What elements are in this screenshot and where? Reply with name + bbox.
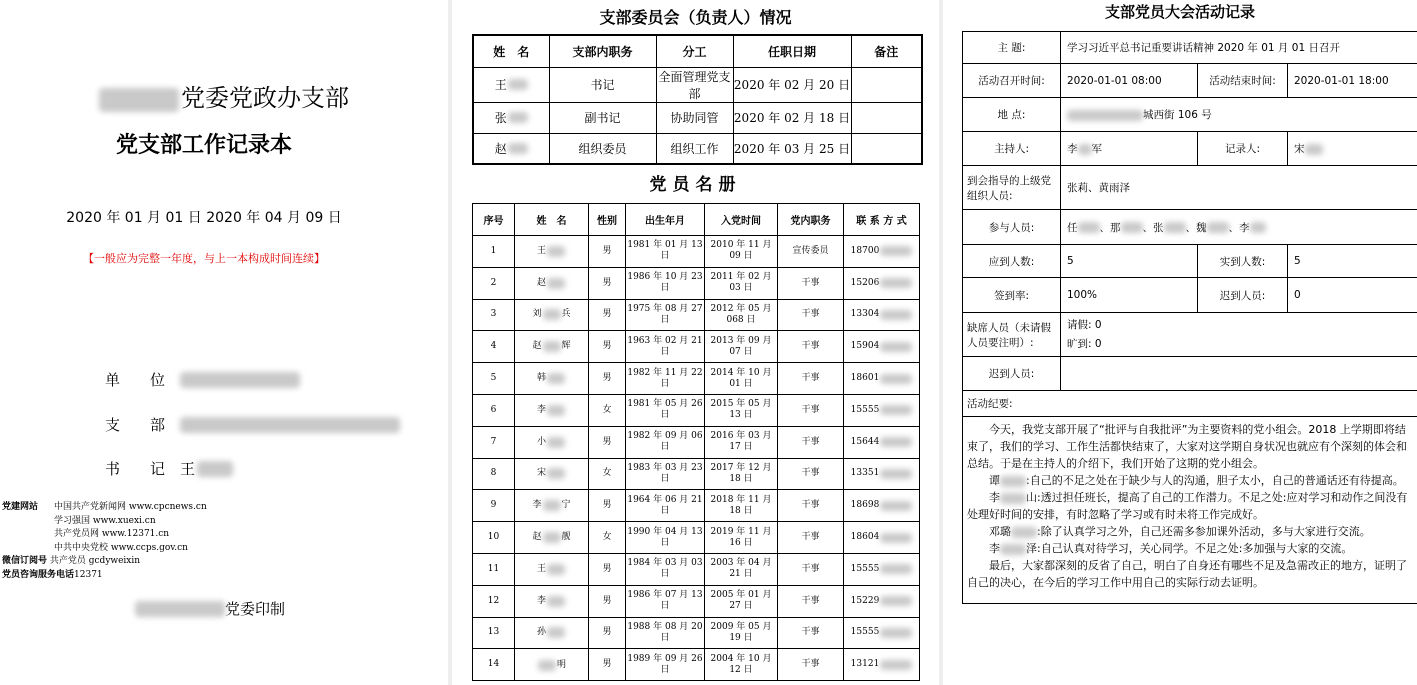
- roster-title: 党员名册: [649, 175, 742, 195]
- attendee-name: 、魏: [1185, 221, 1207, 234]
- table-header-row: [473, 35, 922, 67]
- cell-join: 2009 年 05 月 19 日: [705, 617, 778, 649]
- cell-duty: 组织工作: [656, 133, 733, 164]
- phone-number: 18604: [851, 532, 913, 543]
- member-name: 明: [537, 660, 566, 671]
- cell-birth: 1990 年 04 月 13 日: [626, 522, 705, 554]
- meeting-notes: [963, 417, 1417, 604]
- cell-no: 10: [473, 522, 515, 554]
- redacted-text: [180, 417, 400, 433]
- redacted-text: [880, 660, 912, 670]
- phone-number: 13304: [851, 309, 913, 320]
- cell-join: 2003 年 04 月 21 日: [705, 553, 778, 585]
- cell-no: 12: [473, 585, 515, 617]
- phone-number: 15555: [851, 627, 913, 638]
- redacted-text: [543, 500, 561, 511]
- table-row: [473, 617, 920, 649]
- cell-note: [851, 67, 922, 102]
- cell-no: 4: [473, 331, 515, 363]
- cell-post: 干事: [778, 426, 844, 458]
- cell-date: 2020 年 02 月 18 日: [733, 102, 851, 133]
- cover-organization: 党委党政办支部: [0, 78, 448, 113]
- phone-number: 15206: [851, 278, 913, 289]
- cell-gender: 男: [589, 585, 626, 617]
- cell-post: 宣传委员: [778, 236, 844, 268]
- attendee-name: 、那: [1099, 221, 1121, 234]
- redacted-text: [880, 533, 912, 543]
- redacted-text: [547, 627, 565, 638]
- member-name: 赵 靓: [532, 532, 571, 543]
- cell-date: 2020 年 02 月 20 日: [733, 67, 851, 102]
- record-row-notes-label: 活动纪要:: [963, 391, 1417, 417]
- table-row: [473, 585, 920, 617]
- cell-no: 3: [473, 299, 515, 331]
- redacted-text: [1305, 144, 1323, 155]
- member-name: 赵: [495, 140, 528, 157]
- table-row: [473, 426, 920, 458]
- notes-paragraph: 李 山:透过担任班长，提高了自己的工作潜力。不足之处:应对学习和动作之间没有处理好时间的安排，有时忽略了学习或有时未将工作完成好。: [967, 491, 1408, 521]
- cell-gender: 男: [589, 426, 626, 458]
- cell-birth: 1984 年 03 月 03 日: [626, 553, 705, 585]
- column-header: 党内职务: [778, 204, 844, 236]
- cell-no: 8: [473, 458, 515, 490]
- column-header: 任职日期: [733, 35, 851, 67]
- table-header-row: [473, 204, 920, 236]
- redacted-text: [1000, 476, 1026, 487]
- cell-join: 2017 年 12 月 18 日: [705, 458, 778, 490]
- redacted-text: [1121, 222, 1143, 233]
- notes-paragraph: 谭 :自己的不足之处在于缺少与人的沟通，胆子太小，自己的普通话还有待提高。: [989, 474, 1404, 487]
- cell-role: 书记: [549, 67, 656, 102]
- redacted-text: [880, 501, 912, 511]
- cell-join: 2019 年 11 月 16 日: [705, 522, 778, 554]
- table-row: [473, 267, 920, 299]
- phone-number: 15555: [851, 405, 913, 416]
- table-row: [473, 331, 920, 363]
- record-title: 支部党员大会活动记录: [1104, 3, 1255, 21]
- cell-birth: 1982 年 09 月 06 日: [626, 426, 705, 458]
- cell-no: 1: [473, 236, 515, 268]
- cover-field-secretary: 书 记 王: [105, 458, 233, 479]
- member-name: 赵 辉: [532, 341, 571, 352]
- redacted-text: [547, 437, 565, 448]
- record-table: [962, 31, 1417, 604]
- cover-period: 2020 年 01 月 01 日 2020 年 04 月 09 日: [66, 210, 342, 226]
- redacted-text: [135, 601, 225, 617]
- cell-birth: 1983 年 03 月 23 日: [626, 458, 705, 490]
- cell-gender: 男: [589, 236, 626, 268]
- cell-gender: 男: [589, 331, 626, 363]
- redacted-text: [547, 246, 565, 257]
- notes-paragraph: 今天，我党支部开展了“批评与自我批评”为主要资料的党小组会。2018 上学期即将结束了，我们的学习、工作生活都快结束了，大家对这学期自身状况也就应有个深刻的体会和总结。于是在主持人的介绍下，我们开始了这期的党小组会。: [967, 423, 1407, 470]
- member-name: 宋: [537, 468, 566, 479]
- record-row-late: 迟到人员:: [963, 357, 1417, 391]
- redacted-text: [880, 437, 912, 447]
- redacted-text: [880, 405, 912, 415]
- redacted-text: [1250, 222, 1266, 233]
- redacted-text: [547, 405, 565, 416]
- cell-no: 6: [473, 394, 515, 426]
- meeting-record-page: [943, 0, 1417, 685]
- redacted-text: [543, 341, 561, 352]
- record-row-count: 应到人数: 5 实到人数: 5: [963, 245, 1417, 278]
- cell-no: 2: [473, 267, 515, 299]
- cell-duty: 协助同管: [656, 102, 733, 133]
- cell-gender: 男: [589, 617, 626, 649]
- record-row-notes: [963, 417, 1417, 604]
- cell-role: 组织委员: [549, 133, 656, 164]
- member-name: 刘 兵: [532, 309, 571, 320]
- cell-no: 5: [473, 363, 515, 395]
- member-name: 小: [537, 437, 566, 448]
- cell-post: 干事: [778, 585, 844, 617]
- cell-post: 干事: [778, 617, 844, 649]
- redacted-text: [1078, 222, 1100, 233]
- cell-no: 14: [473, 649, 515, 681]
- column-header: 姓 名: [515, 204, 589, 236]
- member-name: 赵: [537, 278, 566, 289]
- cell-post: 干事: [778, 522, 844, 554]
- cell-post: 干事: [778, 394, 844, 426]
- cell-role: 副书记: [549, 102, 656, 133]
- record-row-rate: 签到率: 100% 迟到人员: 0: [963, 278, 1417, 313]
- redacted-text: [880, 278, 912, 288]
- cell-birth: 1981 年 05 月 26 日: [626, 394, 705, 426]
- redacted-text: [1067, 110, 1143, 121]
- cell-join: 2011 年 02 月 03 日: [705, 267, 778, 299]
- cell-join: 2012 年 05 月 068 日: [705, 299, 778, 331]
- cover-title: 党支部工作记录本: [115, 132, 292, 158]
- cell-join: 2013 年 09 月 07 日: [705, 331, 778, 363]
- phone-number: 15229: [851, 596, 913, 607]
- cell-post: 干事: [778, 458, 844, 490]
- redacted-text: [547, 468, 565, 479]
- cell-duty: 全面管理党支部: [656, 67, 733, 102]
- redacted-text: [880, 342, 912, 352]
- cell-birth: 1988 年 08 月 20 日: [626, 617, 705, 649]
- record-row-attendees: 参与人员: 任 、那 、张 、魏 、李: [963, 210, 1417, 245]
- redacted-text: [508, 79, 528, 90]
- table-row: [473, 67, 922, 102]
- redacted-text: [880, 374, 912, 384]
- redacted-text: [543, 309, 561, 320]
- member-name: 王: [537, 246, 566, 257]
- phone-number: 18700: [851, 246, 913, 257]
- record-row-place: 地 点: 城西街 106 号: [963, 98, 1417, 132]
- cell-gender: 女: [589, 522, 626, 554]
- redacted-text: [880, 469, 912, 479]
- table-row: [473, 299, 920, 331]
- phone-number: 15555: [851, 564, 913, 575]
- cell-note: [851, 102, 922, 133]
- phone-number: 15644: [851, 437, 913, 448]
- cell-birth: 1975 年 08 月 27 日: [626, 299, 705, 331]
- phone-number: 18601: [851, 373, 913, 384]
- redacted-text: [547, 278, 565, 289]
- cover-note: 【一般应为完整一年度，与上一本构成时间连续】: [83, 252, 325, 265]
- redacted-text: [880, 564, 912, 574]
- table-row: [473, 133, 922, 164]
- cell-birth: 1989 年 09 月 26 日: [626, 649, 705, 681]
- attendee-name: 、张: [1142, 221, 1164, 234]
- column-header: 分工: [656, 35, 733, 67]
- cover-page: [0, 0, 448, 685]
- phone-number: 15904: [851, 341, 913, 352]
- cell-gender: 女: [589, 394, 626, 426]
- redacted-text: [880, 628, 912, 638]
- cell-gender: 男: [589, 649, 626, 681]
- phone-number: 18698: [851, 500, 913, 511]
- cell-gender: 男: [589, 553, 626, 585]
- member-name: 王: [495, 76, 528, 93]
- cell-post: 干事: [778, 267, 844, 299]
- record-row-absent: 缺席人员（未请假人员要注明）: 请假: 0 旷到: 0: [963, 313, 1417, 357]
- cell-post: 干事: [778, 363, 844, 395]
- column-header: 支部内职务: [549, 35, 656, 67]
- committee-table: [472, 34, 923, 165]
- phone-number: 13351: [851, 468, 913, 479]
- table-row: [473, 236, 920, 268]
- table-row: [473, 363, 920, 395]
- cell-gender: 男: [589, 267, 626, 299]
- cell-join: 2010 年 11 月 09 日: [705, 236, 778, 268]
- cover-printer: 党委印制: [0, 598, 420, 619]
- redacted-text: [1207, 222, 1229, 233]
- redacted-text: [880, 310, 912, 320]
- cover-field-unit: 单 位: [105, 369, 300, 390]
- column-header: 备注: [851, 35, 922, 67]
- cell-no: 7: [473, 426, 515, 458]
- attendee-name: 任: [1067, 221, 1078, 234]
- column-header: 姓 名: [473, 35, 549, 67]
- cell-post: 干事: [778, 553, 844, 585]
- table-row: [473, 553, 920, 585]
- redacted-text: [880, 246, 912, 256]
- cell-gender: 女: [589, 458, 626, 490]
- column-header: 序号: [473, 204, 515, 236]
- roster-table: [472, 203, 920, 681]
- redacted-text: [1164, 222, 1186, 233]
- cell-join: 2004 年 10 月 12 日: [705, 649, 778, 681]
- cell-birth: 1982 年 11 月 22 日: [626, 363, 705, 395]
- table-row: [473, 490, 920, 522]
- cell-join: 2015 年 05 月 13 日: [705, 394, 778, 426]
- cell-gender: 男: [589, 490, 626, 522]
- table-row: [473, 394, 920, 426]
- redacted-text: [99, 88, 179, 112]
- cell-birth: 1963 年 02 月 21 日: [626, 331, 705, 363]
- redacted-text: [547, 596, 565, 607]
- redacted-text: [1011, 527, 1037, 538]
- cell-post: 干事: [778, 490, 844, 522]
- cell-no: 9: [473, 490, 515, 522]
- column-header: 入党时间: [705, 204, 778, 236]
- cover-field-branch: 支 部: [105, 414, 400, 435]
- table-row: [473, 102, 922, 133]
- member-name: 王: [537, 564, 566, 575]
- notes-paragraph: 邓璐 :除了认真学习之外，自己还需多参加课外活动，多与大家进行交流。: [989, 525, 1371, 538]
- redacted-text: [538, 660, 556, 671]
- cell-birth: 1981 年 01 月 13 日: [626, 236, 705, 268]
- table-row: [473, 649, 920, 681]
- column-header: 联 系 方 式: [844, 204, 920, 236]
- cell-birth: 1986 年 10 月 23 日: [626, 267, 705, 299]
- redacted-text: [547, 373, 565, 384]
- member-name: 李: [537, 596, 566, 607]
- redacted-text: [180, 372, 300, 388]
- committee-title: 支部委员会（负责人）情况: [599, 8, 792, 27]
- cell-gender: 男: [589, 299, 626, 331]
- cell-no: 11: [473, 553, 515, 585]
- cell-no: 13: [473, 617, 515, 649]
- redacted-text: [197, 461, 233, 477]
- member-name: 张: [495, 109, 528, 126]
- cell-gender: 男: [589, 363, 626, 395]
- column-header: 性别: [589, 204, 626, 236]
- cell-post: 干事: [778, 299, 844, 331]
- member-name: 李 宁: [532, 500, 571, 511]
- cell-post: 干事: [778, 649, 844, 681]
- redacted-text: [543, 532, 561, 543]
- redacted-text: [508, 112, 528, 123]
- cover-links: 党建网站 中国共产党新闻网 www.cpcnews.cn 学习强国 www.xuexi.cn 共产党员网 www.12371.cn 中共中央党校 www.ccps.gov.cn 微信订阅号 共产党员 gcdyweixin 党员咨询服务电话 12371: [2, 502, 207, 580]
- redacted-text: [1078, 144, 1092, 155]
- committee-roster-page: [452, 0, 939, 685]
- member-name: 孙: [537, 627, 566, 638]
- table-row: [473, 522, 920, 554]
- record-row-time: 活动召开时间: 2020-01-01 08:00 活动结束时间: 2020-01-01 18:00: [963, 64, 1417, 98]
- cell-note: [851, 133, 922, 164]
- member-name: 李: [537, 405, 566, 416]
- cell-birth: 1986 年 07 月 13 日: [626, 585, 705, 617]
- redacted-text: [1000, 493, 1026, 504]
- cell-post: 干事: [778, 331, 844, 363]
- member-name: 韩: [537, 373, 566, 384]
- cell-join: 2014 年 10 月 01 日: [705, 363, 778, 395]
- redacted-text: [547, 564, 565, 575]
- attendee-name: 、李: [1228, 221, 1250, 234]
- record-row-host: 主持人: 李 军 记录人: 宋: [963, 132, 1417, 166]
- redacted-text: [880, 596, 912, 606]
- notes-paragraph: 最后，大家都深刻的反省了自己，明白了自身还有哪些不足及急需改正的地方，证明了自己的决心，在今后的学习工作中用自己的实际行动去证明。: [967, 559, 1407, 589]
- cell-date: 2020 年 03 月 25 日: [733, 133, 851, 164]
- record-row-guide: 到会指导的上级党组织人员: 张莉、黄雨泽: [963, 166, 1417, 210]
- redacted-text: [1000, 544, 1026, 555]
- notes-paragraph: 李 泽:自己认真对待学习，关心同学。不足之处:多加强与大家的交流。: [989, 542, 1353, 555]
- cell-birth: 1964 年 06 月 21 日: [626, 490, 705, 522]
- table-row: [473, 458, 920, 490]
- phone-number: 13121: [851, 659, 913, 670]
- redacted-text: [508, 143, 528, 154]
- cell-join: 2018 年 11 月 18 日: [705, 490, 778, 522]
- record-row-topic: 主 题: 学习习近平总书记重要讲话精神 2020 年 01 月 01 日召开: [963, 32, 1417, 64]
- column-header: 出生年月: [626, 204, 705, 236]
- cell-join: 2016 年 03 月 17 日: [705, 426, 778, 458]
- cell-join: 2005 年 01 月 27 日: [705, 585, 778, 617]
